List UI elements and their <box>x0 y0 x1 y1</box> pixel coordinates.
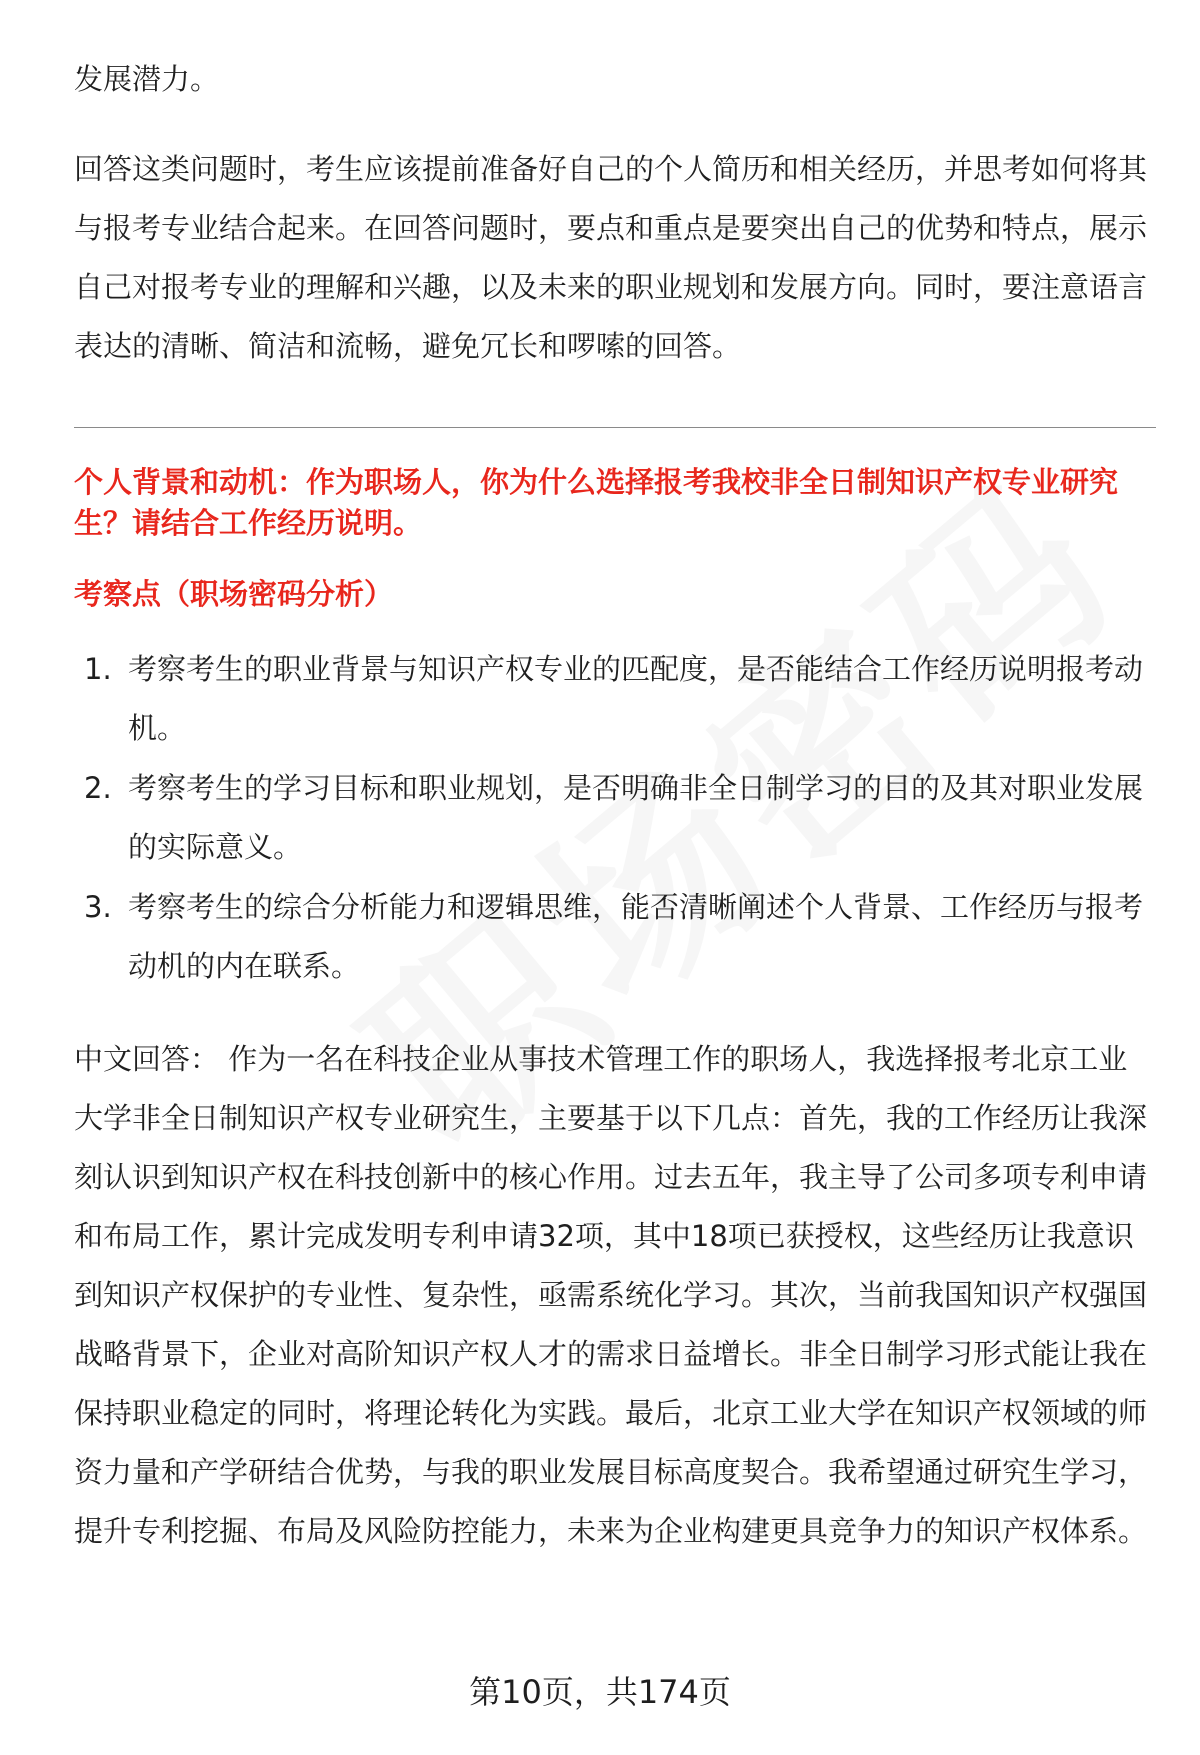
list-number: 1. <box>84 652 112 686</box>
list-item <box>74 640 1160 758</box>
intro-continuation: 发展潜力。 <box>74 62 220 96</box>
question-title: 个人背景和动机：作为职场人，你为什么选择报考我校非全日制知识产权专业研究生？请结合工作经历说明。 <box>74 465 1119 540</box>
list-item <box>74 759 1160 877</box>
page-indicator: 第10页，共174页 <box>469 1673 731 1711</box>
list-number: 2. <box>84 771 112 805</box>
assessment-points-list <box>74 640 1160 997</box>
list-number: 3. <box>84 890 112 924</box>
answer-paragraph: 中文回答： 作为一名在科技企业从事技术管理工作的职场人，我选择报考北京工业大学非全日制知识产权专业研究生，主要基于以下几点：首先，我的工作经历让我深刻认识到知识产权在科技创新中的核心作用。过去五年，我主导了公司多项专利申请和布局工作，累计完成发明专利申请32项，其中18项已获授权，这些经历让我意识到知识产权保护的专业性、复杂性，亟需系统化学习。其次，当前我国知识产权强国战略背景下，企业对高阶知识产权人才的需求日益增长。非全日制学习形式能让我在保持职业稳定的同时，将理论转化为实践。最后，北京工业大学在知识产权领域的师资力量和产学研结合优势，与我的职业发展目标高度契合。我希望通过研究生学习，提升专利挖掘、布局及风险防控能力，未来为企业构建更具竞争力的知识产权体系。 <box>74 1042 1148 1548</box>
list-item-text: 考察考生的综合分析能力和逻辑思维，能否清晰阐述个人背景、工作经历与报考动机的内在联系。 <box>128 890 1144 983</box>
section-label: 考察点（职场密码分析） <box>74 577 394 611</box>
list-item-text: 考察考生的学习目标和职业规划，是否明确非全日制学习的目的及其对职业发展的实际意义。 <box>128 771 1144 864</box>
list-item <box>74 878 1160 996</box>
section-divider <box>74 427 1156 428</box>
list-item-text: 考察考生的职业背景与知识产权专业的匹配度，是否能结合工作经历说明报考动机。 <box>128 652 1144 745</box>
intro-advice-paragraph: 回答这类问题时，考生应该提前准备好自己的个人简历和相关经历，并思考如何将其与报考专业结合起来。在回答问题时，要点和重点是要突出自己的优势和特点，展示自己对报考专业的理解和兴趣，以及未来的职业规划和发展方向。同时，要注意语言表达的清晰、简洁和流畅，避免冗长和啰嗦的回答。 <box>74 152 1148 363</box>
